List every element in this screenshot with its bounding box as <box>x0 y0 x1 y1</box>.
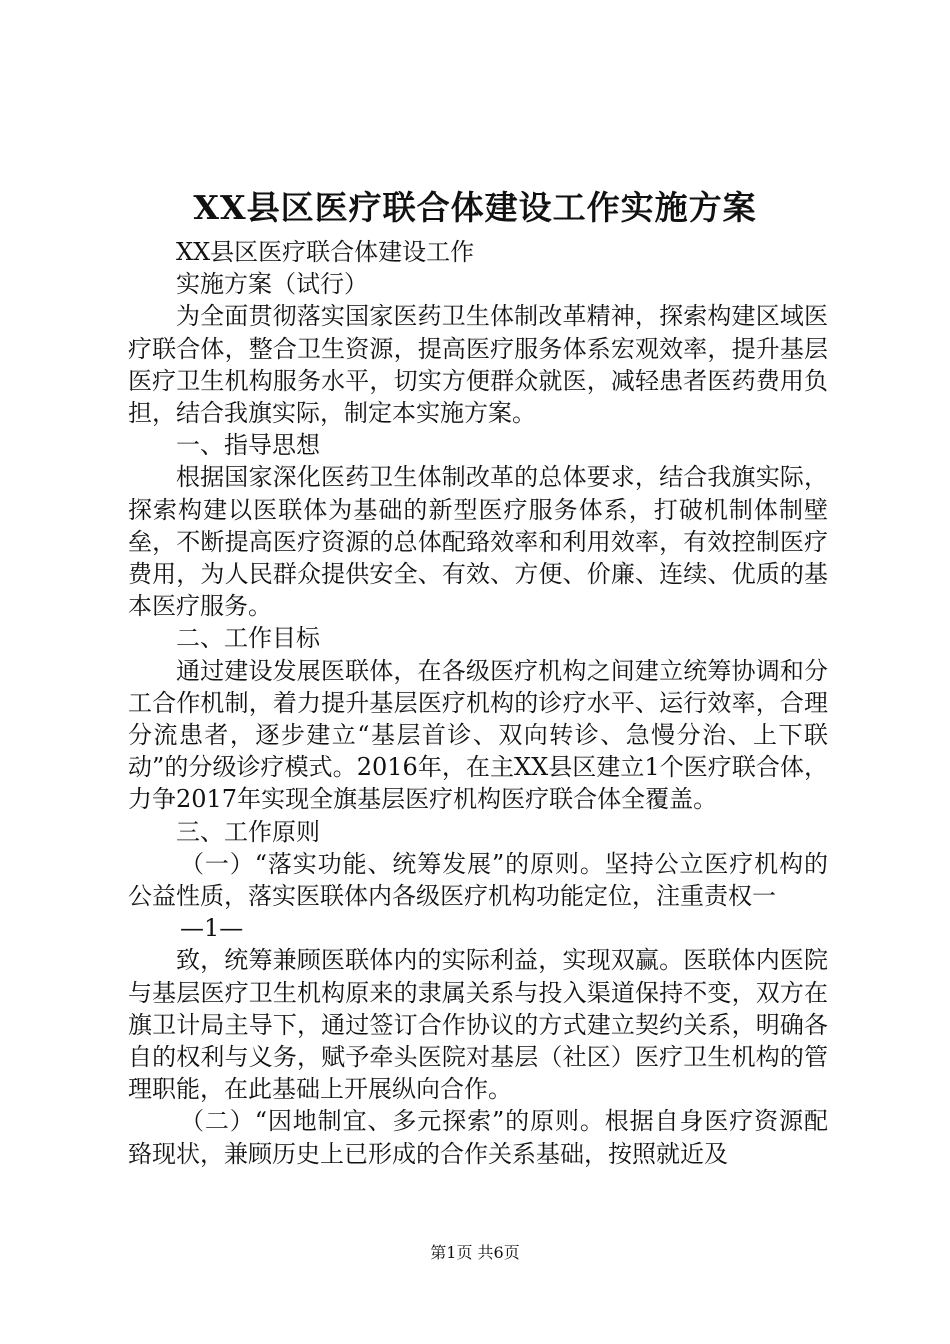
work-goals-paragraph: 通过建设发展医联体，在各级医疗机构之间建立统筹协调和分工合作机制，着力提升基层医疗机构的诊疗水平、运行效率，合理分流患者，逐步建立“基层首诊、双向转诊、急慢分治、上下联动”的分级诊疗模式。2016年，在主XX县区建立1个医疗联合体，力争2017年实现全旗基层医疗机构医疗联合体全覆盖。 <box>128 656 828 814</box>
guiding-thought-paragraph: 根据国家深化医药卫生体制改革的总体要求，结合我旗实际，探索构建以医联体为基础的新型医疗服务体系，打破机制体制壁垒，不断提高医疗资源的总体配臵效率和利用效率，有效控制医疗费用，为人民群众提供安全、有效、方便、价廉、连续、优质的基本医疗服务。 <box>128 463 828 621</box>
principle-two-paragraph: （二）“因地制宜、多元探索”的原则。根据自身医疗资源配臵现状，兼顾历史上已形成的合作关系基础，按照就近及 <box>128 1107 828 1168</box>
page-footer: 第1页 共6页 <box>430 1243 520 1262</box>
section-heading-guiding-thought: 一、指导思想 <box>176 431 320 460</box>
principle-one-continued-paragraph: 致，统筹兼顾医联体内的实际利益，实现双赢。医联体内医院与基层医疗卫生机构原来的隶属关系与投入渠道保持不变，双方在旗卫计局主导下，通过签订合作协议的方式建立契约关系，明确各自的权利与义务，赋予牵头医院对基层（社区）医疗卫生机构的管理职能，在此基础上开展纵向合作。 <box>128 946 828 1104</box>
subtitle-line-1: XX县区医疗联合体建设工作 <box>176 238 475 266</box>
intro-paragraph: 为全面贯彻落实国家医药卫生体制改革精神，探索构建区域医疗联合体，整合卫生资源，提高医疗服务体系宏观效率，提升基层医疗卫生机构服务水平，切实方便群众就医，减轻患者医药费用负担，结合我旗实际，制定本实施方案。 <box>128 302 828 428</box>
document-body <box>128 236 828 1170</box>
section-heading-work-principles: 三、工作原则 <box>176 817 320 846</box>
subtitle-line-2: 实施方案（试行） <box>176 270 368 299</box>
inline-page-number: —1— <box>180 914 244 943</box>
principle-one-paragraph: （一）“落实功能、统筹发展”的原则。坚持公立医疗机构的公益性质，落实医联体内各级医疗机构功能定位，注重责权一 <box>128 849 828 911</box>
document-title: XX县区医疗联合体建设工作实施方案 <box>193 188 757 227</box>
section-heading-work-goals: 二、工作目标 <box>176 624 320 653</box>
